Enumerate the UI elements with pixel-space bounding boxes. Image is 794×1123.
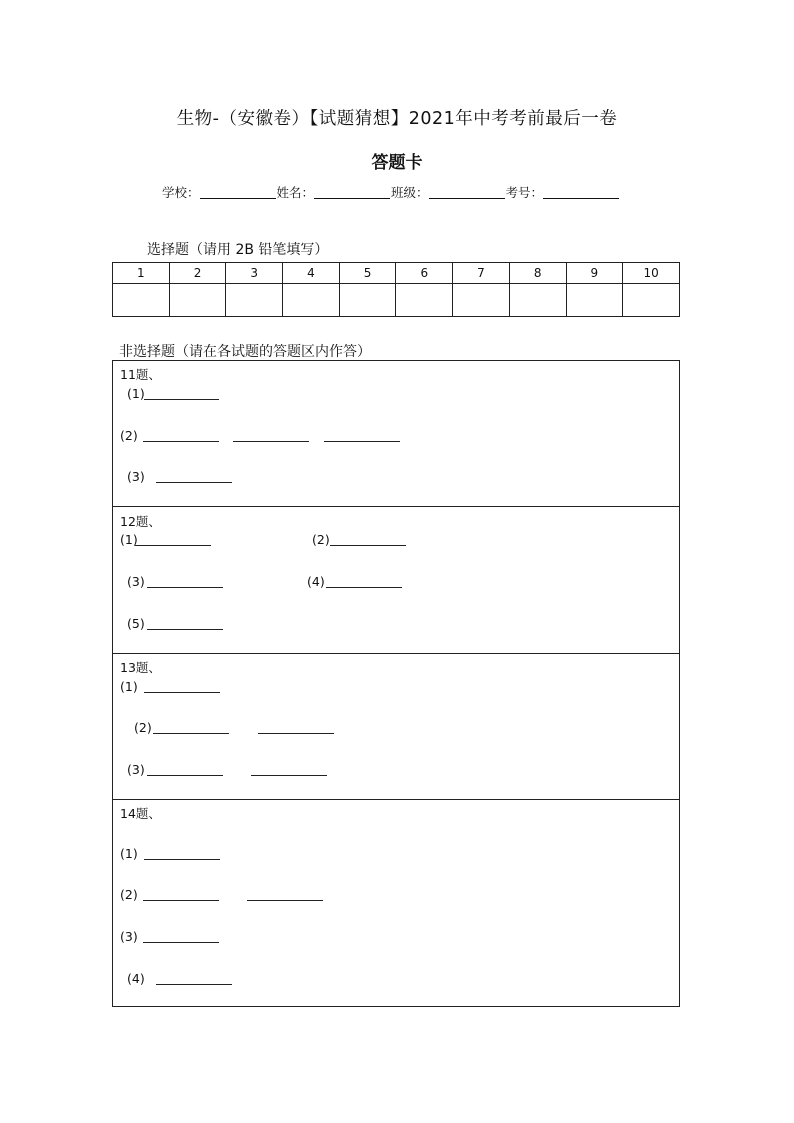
name-field[interactable] (314, 186, 390, 199)
choice-header-4: 4 (283, 263, 340, 284)
q11-part-2-answer-line-2[interactable] (233, 441, 309, 442)
choice-header-10: 10 (623, 263, 680, 284)
q12-part-4-label: (4) (307, 574, 325, 589)
choice-answer-table (112, 262, 680, 317)
q11-part-2-answer-line-3[interactable] (324, 441, 400, 442)
question-11-box (112, 360, 680, 507)
q14-part-4-answer-line[interactable] (156, 984, 232, 985)
q12-part-5-label: (5) (127, 616, 145, 631)
question-11-title: 11题、 (120, 367, 161, 382)
exam-no-label: 考号： (505, 185, 544, 200)
q12-part-5-answer-line[interactable] (147, 629, 223, 630)
choice-answer-cell-4[interactable] (283, 284, 340, 317)
choice-header-6: 6 (396, 263, 453, 284)
q12-part-3-answer-line[interactable] (147, 587, 223, 588)
choice-header-3: 3 (226, 263, 283, 284)
q11-part-2-label: (2) (120, 428, 138, 443)
choice-answer-cell-3[interactable] (226, 284, 283, 317)
question-12-box (112, 506, 680, 654)
q12-part-3-label: (3) (127, 574, 145, 589)
question-12-title: 12题、 (120, 514, 161, 529)
q14-part-2-answer-line-1[interactable] (143, 900, 219, 901)
q13-part-3-label: (3) (127, 762, 145, 777)
q14-part-3-label: (3) (120, 929, 138, 944)
choice-answer-cell-9[interactable] (566, 284, 623, 317)
name-label: 姓名： (276, 185, 315, 200)
choice-header-5: 5 (339, 263, 396, 284)
q13-part-2-label: (2) (134, 720, 152, 735)
school-field[interactable] (200, 186, 276, 199)
q12-part-4-answer-line[interactable] (326, 587, 402, 588)
choice-answer-cell-8[interactable] (509, 284, 566, 317)
choice-header-7: 7 (453, 263, 510, 284)
q14-part-2-label: (2) (120, 887, 138, 902)
class-label: 班级： (391, 185, 429, 200)
choice-answer-cell-1[interactable] (113, 284, 170, 317)
q14-part-4-label: (4) (127, 971, 145, 986)
choice-answer-cell-2[interactable] (169, 284, 226, 317)
question-14-title: 14题、 (120, 806, 161, 821)
q13-part-3-answer-line-1[interactable] (147, 775, 223, 776)
q14-part-3-answer-line[interactable] (143, 942, 219, 943)
q11-part-2-answer-line-1[interactable] (143, 441, 219, 442)
q12-part-1-label: (1) (120, 532, 138, 547)
page-title: 生物-（安徽卷）【试题猜想】2021年中考考前最后一卷 (176, 109, 618, 129)
q13-part-2-answer-line-2[interactable] (258, 733, 334, 734)
q13-part-1-answer-line[interactable] (144, 692, 220, 693)
exam-no-field[interactable] (543, 186, 619, 199)
choice-section-label: 选择题（请用 2B 铅笔填写） (147, 242, 329, 258)
class-field[interactable] (429, 186, 505, 199)
choice-header-9: 9 (566, 263, 623, 284)
school-label: 学校： (162, 185, 200, 200)
nonchoice-section-label: 非选择题（请在各试题的答题区内作答） (119, 344, 371, 360)
choice-answer-cell-5[interactable] (339, 284, 396, 317)
q11-part-1-label: (1) (127, 386, 145, 401)
choice-answer-cell-10[interactable] (623, 284, 680, 317)
q14-part-2-answer-line-2[interactable] (247, 900, 323, 901)
q11-part-1-answer-line[interactable] (144, 399, 219, 400)
choice-header-2: 2 (169, 263, 226, 284)
q12-part-1-answer-line[interactable] (135, 545, 211, 546)
q12-part-2-answer-line[interactable] (330, 545, 406, 546)
choice-header-1: 1 (113, 263, 170, 284)
question-14-box (112, 799, 680, 1007)
q13-part-3-answer-line-2[interactable] (251, 775, 327, 776)
page-subtitle: 答题卡 (371, 153, 423, 173)
student-info-row (162, 183, 620, 201)
choice-answer-cell-7[interactable] (453, 284, 510, 317)
q13-part-2-answer-line-1[interactable] (153, 733, 229, 734)
choice-header-8: 8 (509, 263, 566, 284)
q12-part-2-label: (2) (312, 532, 330, 547)
question-13-title: 13题、 (120, 660, 161, 675)
q11-part-3-answer-line[interactable] (156, 482, 232, 483)
q13-part-1-label: (1) (120, 679, 138, 694)
choice-answer-cell-6[interactable] (396, 284, 453, 317)
q11-part-3-label: (3) (127, 469, 145, 484)
q14-part-1-answer-line[interactable] (144, 859, 220, 860)
question-13-box (112, 653, 680, 800)
q14-part-1-label: (1) (120, 846, 138, 861)
